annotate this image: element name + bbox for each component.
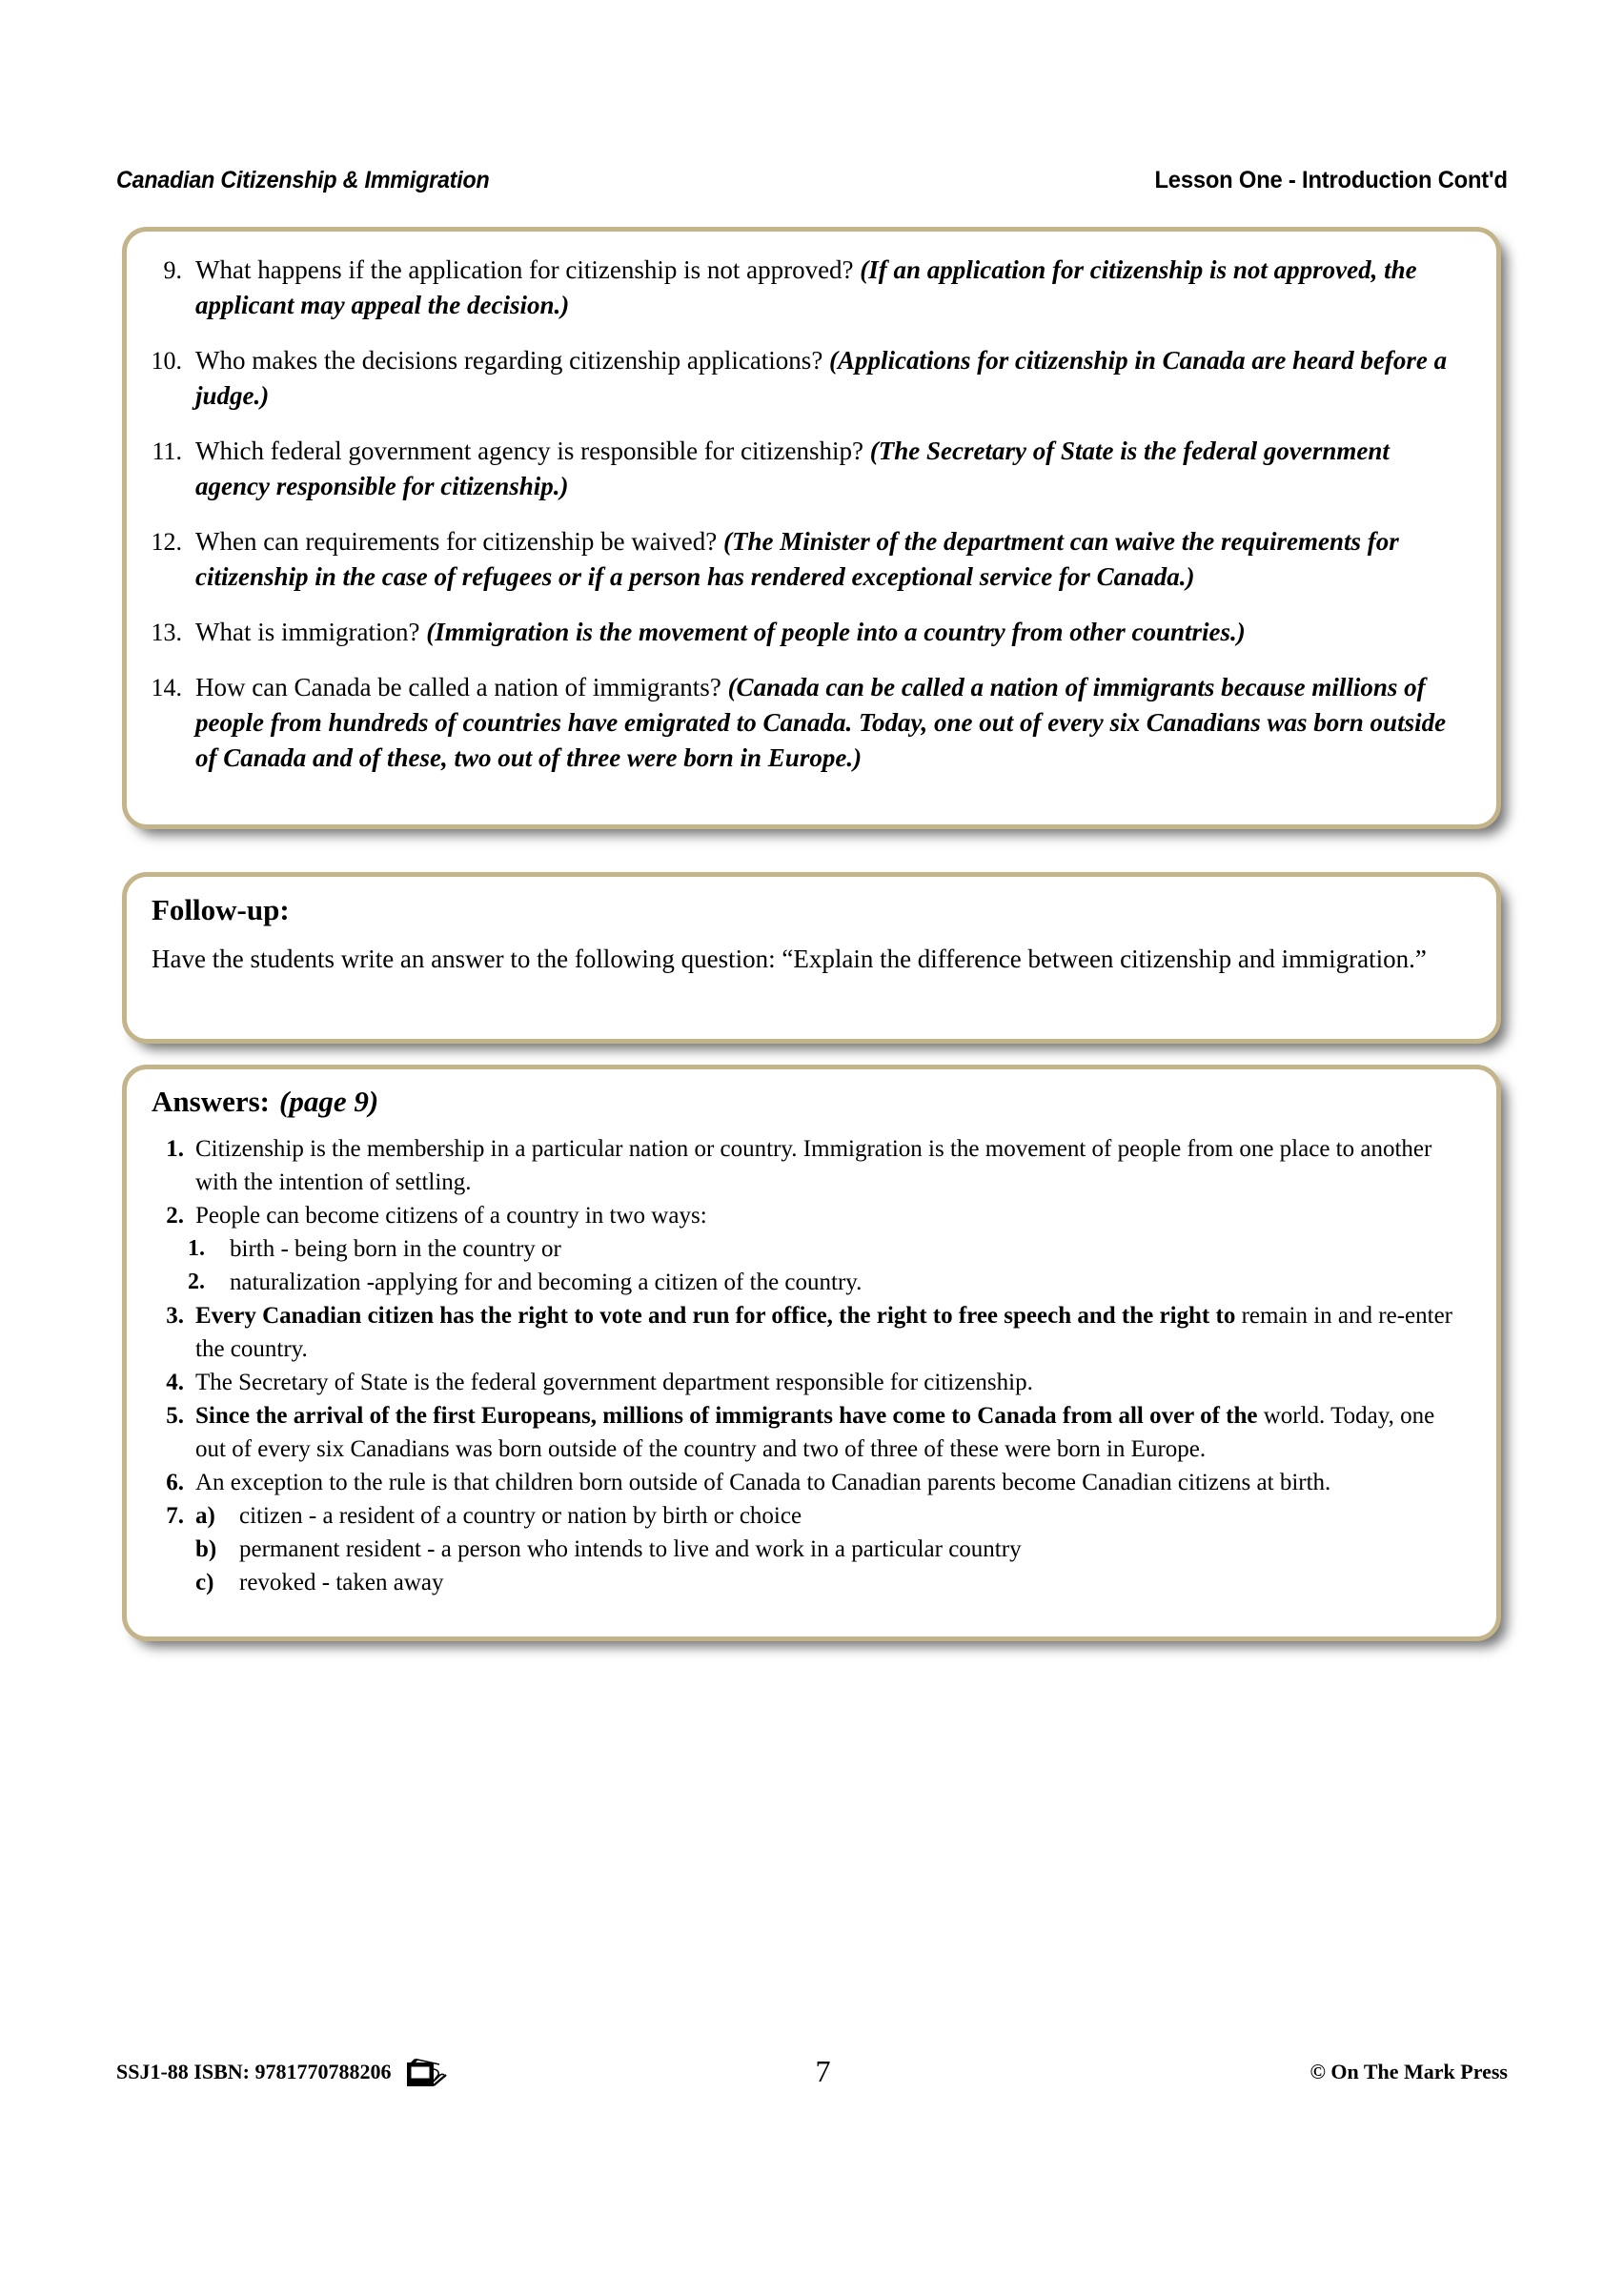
running-header <box>116 167 1508 194</box>
answer-item <box>152 1199 1464 1232</box>
answer-sub-number: 2. <box>188 1270 205 1294</box>
answer-sub-number: 1. <box>188 1236 205 1261</box>
question-number: 9. <box>163 256 182 284</box>
question-item <box>127 434 1460 504</box>
answer-body <box>195 1466 1464 1499</box>
answer-number: 1. <box>166 1136 184 1162</box>
answer-text: world. Today, one out of every six Canadians was born outside of the country and two of three of these were born in Europe. <box>195 1403 1435 1462</box>
question-number: 12. <box>151 528 182 556</box>
answers-title-label: Answers: <box>152 1085 270 1118</box>
answer-letter-text: citizen - a resident of a country or nation by birth or choice <box>239 1503 802 1529</box>
answer-item <box>152 1466 1464 1499</box>
question-number: 11. <box>152 437 182 465</box>
question-body <box>195 434 1460 504</box>
answer-lettered-row <box>195 1499 1464 1533</box>
answer-item <box>152 1132 1464 1199</box>
questions-list <box>127 232 1496 796</box>
answer-sub-text: birth - being born in the country or <box>230 1236 561 1262</box>
question-text: Which federal government agency is responsible for citizenship? <box>195 437 863 465</box>
answer-text: People can become citizens of a country in two ways: <box>195 1203 707 1229</box>
answer-body <box>195 1199 1464 1232</box>
answer-number: 6. <box>166 1470 184 1495</box>
question-text: Who makes the decisions regarding citizenship applications? <box>195 346 823 375</box>
answer-item <box>152 1299 1464 1366</box>
answer-bold-lead: Since the arrival of the first Europeans, millions of immigrants have come to Canada from all over of the <box>195 1403 1258 1429</box>
question-item <box>127 670 1460 776</box>
question-item <box>127 615 1460 650</box>
answer-number: 3. <box>166 1303 184 1329</box>
footer-copyright: © On The Mark Press <box>1309 2059 1508 2083</box>
page-number: 7 <box>815 2054 831 2088</box>
answer-letter-text: permanent resident - a person who intends to live and work in a particular country <box>239 1536 1022 1562</box>
question-item <box>127 343 1460 414</box>
answer-number: 7. <box>166 1503 184 1529</box>
followup-content <box>127 877 1496 976</box>
question-text: When can requirements for citizenship be waived? <box>195 527 718 556</box>
answer-bold-lead: Every Canadian citizen has the right to vote and run for office, the right to free speech and the right to <box>195 1303 1236 1329</box>
answer-sublist <box>152 1232 1464 1299</box>
header-right-title: Lesson One - Introduction Cont'd <box>1154 167 1508 193</box>
answer-number: 5. <box>166 1403 184 1429</box>
question-answer-text: (Applications for citizenship in Canada are heard before a judge.) <box>195 346 1448 410</box>
answers-content <box>127 1069 1496 1599</box>
answer-lettered-row <box>195 1566 1464 1599</box>
answer-body <box>195 1132 1464 1199</box>
question-body <box>195 253 1460 323</box>
answer-text: remain in and re-enter the country. <box>195 1303 1452 1362</box>
question-text: What is immigration? <box>195 618 420 646</box>
publisher-logo-icon <box>406 2056 450 2088</box>
followup-box <box>122 872 1501 1044</box>
answer-text: Citizenship is the membership in a particular nation or country. Immigration is the movement of people from one place to another with the intention of settling. <box>195 1136 1432 1195</box>
question-item <box>127 524 1460 595</box>
question-item <box>127 253 1460 323</box>
answer-text: An exception to the rule is that children born outside of Canada to Canadian parents become Canadian citizens at birth. <box>195 1470 1331 1495</box>
question-answer-text: (Canada can be called a nation of immigrants because millions of people from hundreds of countries have emigrated to Canada. Today, one out of every six Canadians was born outside of Canada and of these, two out of three were born in Europe.) <box>195 673 1447 772</box>
answer-lettered-row <box>195 1533 1464 1566</box>
answer-sub-item <box>152 1266 1464 1299</box>
question-answer-text: (The Secretary of State is the federal government agency responsible for citizenship.) <box>195 437 1390 500</box>
question-body <box>195 343 1460 414</box>
question-answer-text: (Immigration is the movement of people into a country from other countries.) <box>426 618 1246 646</box>
answer-letter-text: revoked - taken away <box>239 1570 444 1595</box>
answer-number: 4. <box>166 1370 184 1395</box>
question-body <box>195 670 1460 776</box>
answers-box <box>122 1065 1501 1641</box>
answer-sub-text: naturalization -applying for and becoming a citizen of the country. <box>230 1270 863 1295</box>
questions-box <box>122 227 1501 829</box>
answers-title <box>152 1081 1464 1123</box>
followup-title: Follow-up: <box>152 893 290 926</box>
question-number: 14. <box>151 674 182 701</box>
answer-item <box>152 1366 1464 1399</box>
answer-item <box>152 1399 1464 1466</box>
answer-letter-label: a) <box>195 1503 215 1529</box>
answer-body <box>195 1299 1464 1366</box>
footer-code-isbn: SSJ1-88 ISBN: 9781770788206 <box>116 2059 392 2083</box>
answer-number: 2. <box>166 1203 184 1229</box>
question-answer-text: (If an application for citizenship is not approved, the applicant may appeal the decision.) <box>195 255 1417 319</box>
page-footer <box>116 2054 1508 2089</box>
header-left-title: Canadian Citizenship & Immigration <box>116 167 490 193</box>
question-body <box>195 615 1460 650</box>
question-answer-text: (The Minister of the department can waive the requirements for citizenship in the case of refugees or if a person has rendered exceptional service for Canada.) <box>195 527 1399 591</box>
question-text: What happens if the application for citizenship is not approved? <box>195 255 854 284</box>
answer-body <box>195 1399 1464 1466</box>
followup-text: Have the students write an answer to the following question: “Explain the difference between citizenship and immigration.” <box>152 945 1427 973</box>
answer-text: The Secretary of State is the federal government department responsible for citizenship. <box>195 1370 1033 1395</box>
answer-letter-label: b) <box>195 1536 217 1562</box>
answer-item <box>152 1499 1464 1599</box>
answer-sub-item <box>152 1232 1464 1266</box>
question-number: 13. <box>151 619 182 646</box>
answer-body <box>195 1499 1464 1599</box>
question-body <box>195 524 1460 595</box>
question-number: 10. <box>151 347 182 375</box>
answers-page-reference: (page 9) <box>279 1085 379 1118</box>
answer-letter-label: c) <box>195 1570 214 1595</box>
answer-body <box>195 1366 1464 1399</box>
answers-list <box>152 1132 1464 1599</box>
question-text: How can Canada be called a nation of immigrants? <box>195 673 721 701</box>
